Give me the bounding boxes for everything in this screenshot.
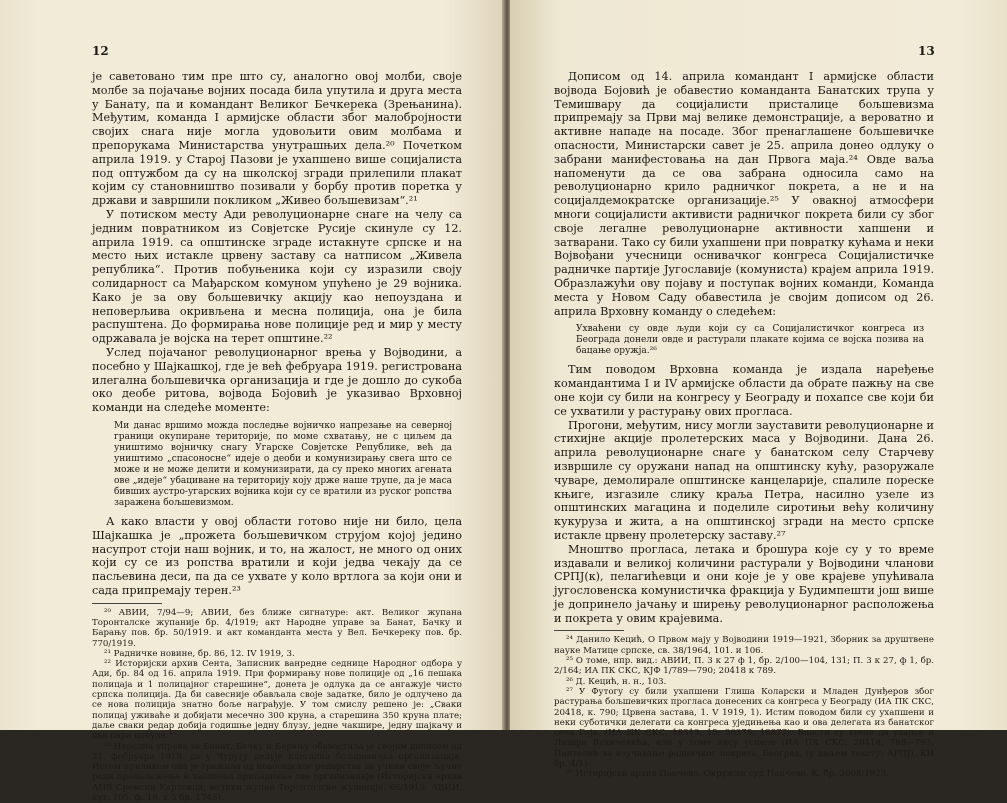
paragraph: Услед појачаног револуционарног врења у Војводини, а посебно у Шајкашкој, где је већ фебруара 1919. регистрована илегална бољшевичка организација и где је дошло до сукоба око деобе ритова, војвода Бојовић је указивао Врховној команди на следеће моменте:: [92, 345, 462, 415]
footnote: ²⁵ О томе, нпр. вид.: АВИИ, П. 3 к 27 ф 1, бр. 2/100—104, 131; П. 3 к 27, ф 1, бр. 2/164; ИА ПК СКС, КЈФ 1/789—790; 20418 к 789.: [554, 656, 934, 677]
footnote: ²⁰ АВИИ, 7/94—9; АВИИ, без ближе сигнатуре: акт. Великог жупана Торонталске жупаније бр. 4/1919; акт Народне управе за Банат, Бачку и Барању пов. бр. 50/1919. и акт команданта места у Вел. Бечкереку пов. бр. 770/1919.: [92, 607, 462, 649]
footnote: ²⁴ Данило Кецић, О Првом мају у Војводини 1919—1921, Зборник за друштвене науке Матице српске, св. 38/1964, 101. и 106.: [554, 635, 934, 656]
paragraph: је саветовано тим пре што су, аналогно овој молби, своје молбе за појачање војних посада била упутила и друга места у Банату, па и командант Великог Бечкерека (Зрењанина). Међутим, команда I армијске области због малобројности својих снага није могла удовољити овим молбама и препорукама Министарства унутрашњих дела.²⁰ Почетком априла 1919. у Старој Пазови је ухапшено више социјалиста под оптужбом да су на школској згради прилепили плакат којим су становништво позивали у борбу против поретка у држави и завршили покликом „Живео бољшевизам“.²¹: [92, 70, 462, 208]
right-page-body: [554, 70, 934, 780]
footnote: ²⁷ У Футогу су били ухапшени Глиша Коларски и Младен Дунђеров због растурања бољшевичких прогласа донесених са конгреса у Београду (ИА ПК СКС, 20418, к. 790; Црвена застава, 1. V 1919, 1). Истим поводом били су ухапшени и неки суботички делегати са конгреса уједињења као и ова делегата из банатског села Гаја. (ИА ПК СКС, 18313, 15; 20375; 18877). Власти су хтеле да ухапсе и Лазара Вукичевића, али у томе нису успеле (ИА ПК СКС, 20418, 788—793; Пантелић за изучавање радничког покрета, Београд, (у даљем тексту: АРПЈ), КИ бр. 4/1).: [554, 686, 934, 770]
footnote: ²⁶ Д. Кецић, н. н., 103.: [566, 676, 667, 687]
block-quote: Ухваћени су овде људи који су са Социјалистичког конгреса из Београда донели овде и растурали плакате којима се војска позива на бацање оружја.²⁶: [576, 324, 924, 357]
paragraph: У потиском месту Ади револуционарне снаге на челу са једним повратником из Совјетске Русије скинуле су 12. априла 1919. са општинске зграде истакнуте српске и на место њих истакле црвену заставу са натписом „Живела република“. Против побуњеника који су изразили своју солидарност са Мађарском комуном упућено је 29 војника. Како је за ову бољшевичку акцију као непоуздана и неповерљива окривљена и месна полиција, она је била распуштена. До формирања нове полиције ред и мир у месту одржавала је војска на терет општине.²²: [92, 207, 462, 346]
footnote-rule: [554, 630, 624, 631]
page-number: 12: [92, 44, 109, 58]
footnote-rule: [92, 603, 162, 604]
footnote: ²¹ Радничке новине, бр. 86, 12. IV 1919, 3.: [104, 648, 295, 659]
paragraph: Мноштво прогласа, летака и брошура које су у то време издавали и великој количини растурали у Војводини чланови СРПЈ(к), пелагићевци и они које је у ове крајеве упућивала југословенска комунистичка фракција у Будимпешти још више је допринело јачању и ширењу револуционарног расположења и покрета у овим крајевима.: [554, 542, 934, 625]
footnote: ²³ Народна управа за Банат, Бачку и Барању обавестила је својим дописом од 21. фебруара 1919. да у Чуругу делује илегална бољшевичка организација. Истом приликом она је тражила од новосадског редарства да учини своје ључно ради проналажења и хапшења припадника ове организације (Историјски архив АПВ Сремски Карловци, велики жупан Торонталске жупаније. 66/1919. АВИИ, кут. 105, ф. 19, к 5 бр. 1745).: [92, 741, 463, 803]
footnote: ²² Историјски архив Сента, Записник ванредне седнице Народног одбора у Ади, бр. 84 од 16. априла 1919. При формирању нове полиције од „16 пешака полицаја и 1 полицајног старешине“, донета је одлука да се ангажује чисто српска полиција. Да би савесније обављала своје задатке, било је одлучено да се нова полиција знатно боље награђује. У том смислу решено је: „Сваки полицај уживаће и добијати месечно 300 круна, а старешина 350 круна плате; даље сваки редар добија годишње једну блузу, једне чакшире, једну шајкачу и два пара цокула.“: [92, 659, 462, 742]
left-page-body: [92, 70, 462, 803]
page-number: 13: [918, 44, 935, 58]
right-page: [510, 0, 1007, 780]
paragraph: Прогони, међутим, нису могли зауставити револуционарне и стихијне акције пролетерских маса у Војводини. Дана 26. априла револуционарне снаге у банатском селу Старчеву извршиле су оружани напад на општинску кућу, разоружале чуваре, демолирале општинске канцеларије, спалиле пореске књиге, изгазиле слику краља Петра, насилно узеле из општинских магацина и поделиле сиротињи већу количину кукуруза и жита, а на општинској згради на место српске истакле црвену пролетерску заставу.²⁷: [554, 418, 934, 542]
paragraph: А како власти у овој области готово није ни било, цела Шајкашка је „прожета бољшевичком струјом којој једино насупрот стоји наш војник, и то, на жалост, не много од оних који су се из ропства вратили и који једва чекају да се пасљевина деси, па да се ухвате у коло вртлога за који они и сада припремају терен.²³: [92, 514, 462, 597]
paragraph: Тим поводом Врховна команда је издала наређење командантима I и IV армијске области да обрате пажњу на све оне који су били на конгресу у Београду и похапсе све који би се ухватили у растурању ових прогласа.: [554, 363, 934, 418]
paragraph: Дописом од 14. априла командант I армијске области војвода Бојовић је обавестио команданта Банатских трупа у Темишвару да социјалисти присталице бољшевизма припремају за Први мај велике демонстрације, а вероватно и активне нападе на посаде. Због пренаглашене бољшевичке опасности, Министарски савет је 25. априла донео одлуку о забрани манифестовања на дан Првога маја.²⁴ Овде ваља напоменути да се ова забрана односила само на револуционарно крило радничког покрета, а не и на социјалдемократске организације.²⁵ У овакној атмосфери многи социјалисти активисти радничког покрета били су због своје легалне револуционарне активности хапшени и затварани. Тако су били ухапшени при повратку кућама и неки Војвођани учесници оснивачког конгреса Социјалистичке радничке партије Југославије (комуниста) крајем априла 1919. Образлажући ову појаву и поступак војних команди, Команда места у Новом Саду обавестила је својим дописом од 26. априла Врховну команду о следећем:: [554, 70, 934, 318]
footnote: ²⁷ Историјски архив Панчево, Окружни суд Панчево, К. бр. 2008/1923.: [566, 769, 889, 780]
block-quote: Ми данас вршимо можда последње војничко напрезање на северној граници окупиране територије, по моме схватању, не с циљем да уништимо војничку снагу Угарске Совјетске Републике, већ да уништимо „спасоносне“ идеје о деоби и комунизирању свега што се може и не може делити и комунизирати, да су преко многих агената ове „идеје“ убациване на територију коју држе наше трупе, да је маса бивших аустро-угарских војника који су се вратили из руског ропства заражена бољшевизмом.: [114, 420, 452, 508]
